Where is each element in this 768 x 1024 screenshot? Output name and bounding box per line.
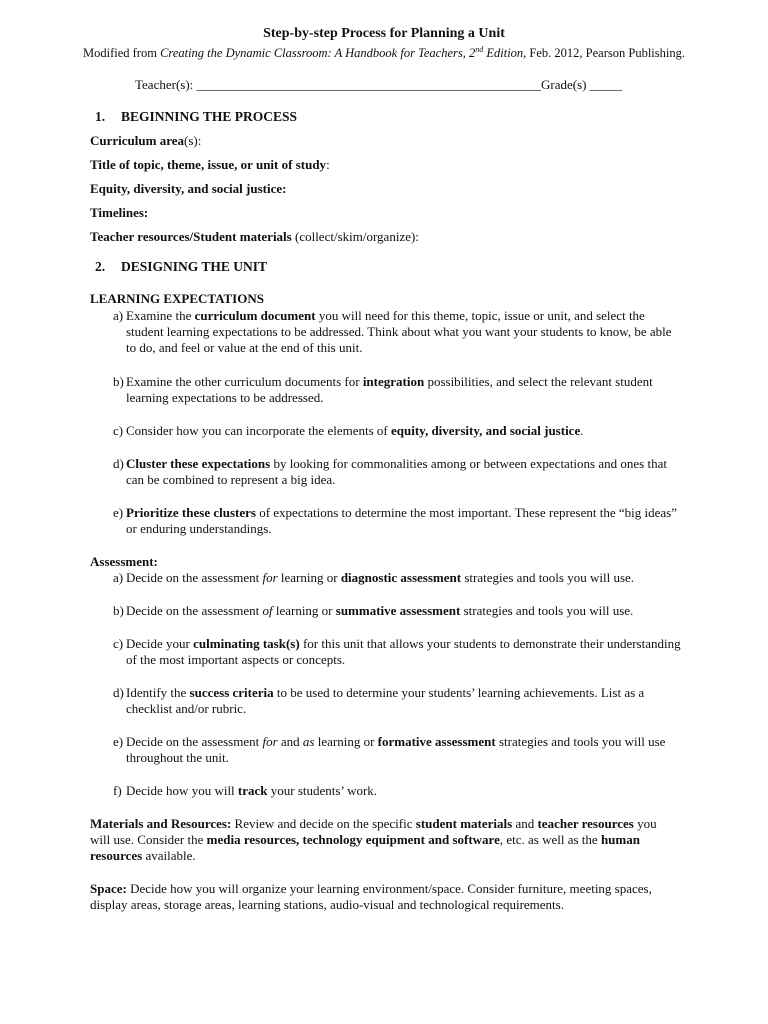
field-timelines: Timelines: xyxy=(90,205,149,220)
teacher-label: Teacher(s): xyxy=(135,77,197,92)
teacher-blank: _____________________________________________________ xyxy=(196,77,542,92)
field-teacher-resources: Teacher resources/Student materials (collect/skim/organize): xyxy=(90,229,419,244)
section-title: BEGINNING THE PROCESS xyxy=(121,109,298,124)
assessment-item-b: b) Decide on the assessment of learning or summative assessment strategies and tools you will use. xyxy=(113,603,634,618)
learning-item-b: b) Examine the other curriculum documents for integration possibilities, and select the relevant student learning expectations to be addressed. xyxy=(113,374,653,405)
assessment-heading: Assessment: xyxy=(90,554,158,569)
section-number: 1. xyxy=(95,109,106,124)
assessment-item-f: f) Decide how you will track your students’ work. xyxy=(113,783,378,798)
subtitle-book-title: Creating the Dynamic Classroom: A Handbook for Teachers, 2nd Edition xyxy=(160,45,524,61)
field-curriculum-area: Curriculum area(s): xyxy=(90,133,202,148)
learning-item-c: c) Consider how you can incorporate the elements of equity, diversity, and social justice. xyxy=(113,423,584,438)
section-title: DESIGNING THE UNIT xyxy=(121,259,268,274)
teacher-grade-line xyxy=(135,77,622,93)
subtitle-suffix: , Feb. 2012, Pearson Publishing. xyxy=(523,46,685,61)
field-title-of-topic: Title of topic, theme, issue, or unit of study: xyxy=(90,157,330,172)
subtitle-prefix: Modified from xyxy=(83,46,161,61)
subtitle-superscript: nd xyxy=(475,45,484,54)
section-2-heading xyxy=(95,259,267,275)
assessment-item-c: c) Decide your culminating task(s) for this unit that allows your students to demonstrate their understanding of the most important aspects or concepts. xyxy=(113,636,681,667)
learning-expectations-heading: LEARNING EXPECTATIONS xyxy=(90,291,264,306)
section-number: 2. xyxy=(95,259,106,274)
assessment-item-e: e) Decide on the assessment for and as learning or formative assessment strategies and tools you will use throughout the unit. xyxy=(113,734,666,765)
page-title: Step-by-step Process for Planning a Unit xyxy=(263,26,505,41)
field-equity: Equity, diversity, and social justice: xyxy=(90,181,287,196)
materials-resources-paragraph: Materials and Resources: Review and decide on the specific student materials and teacher resources you will use. Consider the media resources, technology equipment and software, etc. as well as the human resources available. xyxy=(90,816,657,863)
learning-item-e: e) Prioritize these clusters of expectations to determine the most important. These represent the “big ideas” or enduring understandings. xyxy=(113,505,677,536)
section-1-heading xyxy=(95,109,297,125)
space-paragraph: Space: Decide how you will organize your learning environment/space. Consider furniture, meeting spaces, display areas, storage areas, learning stations, audio-visual and technological requirements. xyxy=(90,881,652,912)
learning-item-d: d) Cluster these expectations by looking for commonalities among or between expectations and ones that can be combined to represent a big idea. xyxy=(113,456,667,487)
assessment-item-a: a) Decide on the assessment for learning or diagnostic assessment strategies and tools you will use. xyxy=(113,570,635,585)
grade-label: Grade(s) xyxy=(541,77,590,92)
grade-blank: _____ xyxy=(589,77,623,92)
page-subtitle xyxy=(0,45,768,61)
learning-item-a: a) Examine the curriculum document you will need for this theme, topic, issue or unit, and select the student learning expectations to be addressed. Think about what you want your students to know, be able to do, and feel or value at the end of this unit. xyxy=(113,308,672,355)
assessment-item-d: d) Identify the success criteria to be used to determine your students’ learning achievements. List as a checklist and/or rubric. xyxy=(113,685,645,716)
